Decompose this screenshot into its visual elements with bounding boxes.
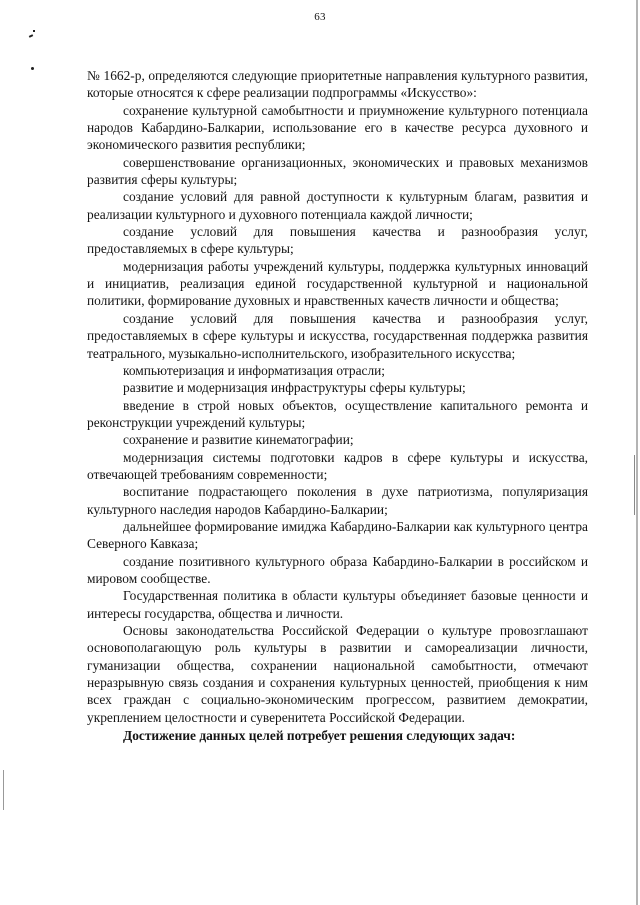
list-item: дальнейшее формирование имиджа Кабардино-Балкарии как культурного центра Северного Кавказа; <box>87 518 588 552</box>
list-item: модернизация работы учреждений культуры, поддержка культурных инноваций и инициатив, реализация единой государственной культурной и национальной политики, формирование духовных и нравственных качеств личности и общества; <box>87 258 588 309</box>
page-number: 63 <box>314 11 326 23</box>
body-paragraph: Государственная политика в области культуры объединяет базовые ценности и интересы государства, общества и личности. <box>87 588 588 621</box>
list-item: совершенствование организационных, экономических и правовых механизмов развития сферы культуры; <box>87 154 588 188</box>
scan-artifact <box>29 34 33 38</box>
section-heading: Достижение данных целей потребует решения следующих задач: <box>123 728 516 744</box>
list-item: введение в строй новых объектов, осуществление капитального ремонта и реконструкции учреждений культуры; <box>87 397 588 430</box>
scan-edge-line <box>636 0 638 905</box>
list-item: модернизация системы подготовки кадров в сфере культуры и искусства, отвечающей требованиям современности; <box>87 449 588 482</box>
list-item: создание позитивного культурного образа Кабардино-Балкарии в российском и мировом сообществе. <box>87 553 588 586</box>
list-item: создание условий для повышения качества и разнообразия услуг, предоставляемых в сфере культуры; <box>87 224 588 257</box>
scan-artifact <box>31 67 34 70</box>
list-item: компьютеризация и информатизация отрасли; <box>123 362 386 378</box>
list-item: сохранение культурной самобытности и приумножение культурного потенциала народов Кабардино-Балкарии, использование его в качестве ресурса духовного и экономического развития республики; <box>87 102 588 153</box>
scan-edge-mark <box>3 770 4 810</box>
list-item: сохранение и развитие кинематографии; <box>123 432 354 448</box>
list-item: воспитание подрастающего поколения в духе патриотизма, популяризация культурного наследия народов Кабардино-Балкарии; <box>87 484 588 517</box>
list-item: развитие и модернизация инфраструктуры сферы культуры; <box>123 380 466 396</box>
list-item: создание условий для повышения качества и разнообразия услуг, предоставляемых в сфере культуры и искусства, государственная поддержка развития театрального, музыкально-исполнительского, изобразительного искусства; <box>87 310 588 361</box>
document-body <box>87 67 588 744</box>
list-item: создание условий для равной доступности к культурным благам, развития и реализации культурного и духовного потенциала каждой личности; <box>87 189 588 222</box>
intro-paragraph: № 1662-р, определяются следующие приоритетные направления культурного развития, которые относятся к сфере реализации подпрограммы «Искусство»: <box>87 68 588 101</box>
scan-edge-mark <box>634 455 635 515</box>
scan-artifact <box>33 30 35 32</box>
body-paragraph: Основы законодательства Российской Федерации о культуре провозглашают основополагающую роль культуры в развитии и самореализации личности, гуманизации общества, сохранении национальной самобытности, отмечают неразрывную связь создания и сохранения культурных ценностей, приобщения к ним всех граждан с социально-экономическим прогрессом, развитием демократии, укреплением целостности и суверенитета Российской Федерации. <box>87 623 588 725</box>
